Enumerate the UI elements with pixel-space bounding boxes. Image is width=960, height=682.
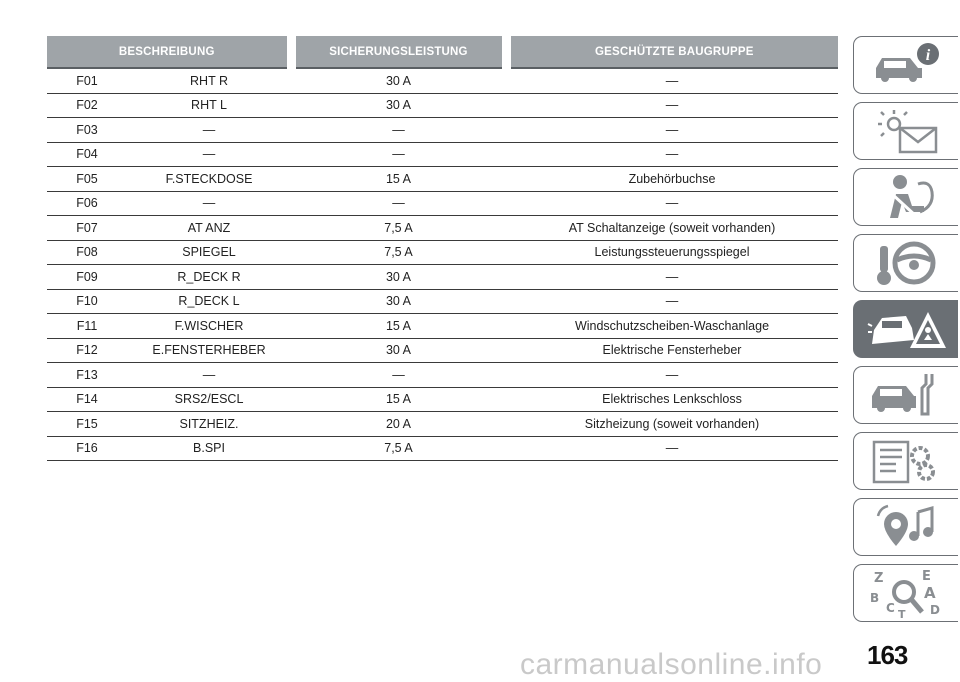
header-beschreibung: BESCHREIBUNG bbox=[47, 36, 291, 68]
fuse-id: F03 bbox=[47, 118, 127, 143]
car-maintenance-icon bbox=[866, 370, 946, 420]
fuse-description: B.SPI bbox=[127, 436, 291, 461]
table-header-row bbox=[47, 36, 838, 68]
tab-safety[interactable] bbox=[853, 168, 958, 226]
table-row bbox=[47, 240, 838, 265]
fuse-rating: 15 A bbox=[291, 314, 506, 339]
fuse-description: RHT R bbox=[127, 68, 291, 93]
fuse-description: R_DECK R bbox=[127, 265, 291, 290]
protected-component: — bbox=[506, 118, 838, 143]
protected-component: Elektrische Fensterheber bbox=[506, 338, 838, 363]
fuse-description: — bbox=[127, 363, 291, 388]
tab-car-info[interactable] bbox=[853, 36, 958, 94]
fuse-rating: 30 A bbox=[291, 68, 506, 93]
fuse-rating: 30 A bbox=[291, 93, 506, 118]
table-row bbox=[47, 387, 838, 412]
fuse-description: RHT L bbox=[127, 93, 291, 118]
fuse-id: F11 bbox=[47, 314, 127, 339]
protected-component: — bbox=[506, 436, 838, 461]
fuse-id: F01 bbox=[47, 68, 127, 93]
fuse-id: F12 bbox=[47, 338, 127, 363]
protected-component: Elektrisches Lenkschloss bbox=[506, 387, 838, 412]
fuse-description: SPIEGEL bbox=[127, 240, 291, 265]
header-sicherungsleistung: SICHERUNGSLEISTUNG bbox=[291, 36, 506, 68]
fuse-rating: — bbox=[291, 142, 506, 167]
svg-text:i: i bbox=[925, 47, 931, 64]
index-letter: E bbox=[922, 569, 931, 584]
fuse-rating: 7,5 A bbox=[291, 240, 506, 265]
key-steering-wheel-icon bbox=[866, 238, 946, 288]
fuse-rating: 15 A bbox=[291, 167, 506, 192]
table-row bbox=[47, 68, 838, 93]
fuse-description: — bbox=[127, 142, 291, 167]
fuse-description: — bbox=[127, 191, 291, 216]
fuse-id: F05 bbox=[47, 167, 127, 192]
index-letter: Z bbox=[874, 571, 884, 586]
table-row bbox=[47, 142, 838, 167]
table-row bbox=[47, 363, 838, 388]
protected-component: — bbox=[506, 289, 838, 314]
fuse-description: F.STECKDOSE bbox=[127, 167, 291, 192]
protected-component: — bbox=[506, 142, 838, 167]
fuse-description: SITZHEIZ. bbox=[127, 412, 291, 437]
protected-component: Zubehörbuchse bbox=[506, 167, 838, 192]
fuse-rating: 7,5 A bbox=[291, 216, 506, 241]
index-letter: D bbox=[930, 603, 940, 617]
table-row bbox=[47, 436, 838, 461]
fuse-rating: — bbox=[291, 191, 506, 216]
table-row bbox=[47, 216, 838, 241]
fuse-id: F14 bbox=[47, 387, 127, 412]
fuse-rating: 30 A bbox=[291, 289, 506, 314]
fuse-id: F07 bbox=[47, 216, 127, 241]
fuse-description: — bbox=[127, 118, 291, 143]
fuse-id: F09 bbox=[47, 265, 127, 290]
tab-index[interactable] bbox=[853, 564, 958, 622]
multimedia-icon bbox=[866, 502, 946, 552]
dashboard-lights-icon bbox=[866, 106, 946, 156]
technical-data-icon bbox=[866, 436, 946, 486]
index-letter: T bbox=[898, 608, 906, 618]
tab-technical-data[interactable] bbox=[853, 432, 958, 490]
table-row bbox=[47, 314, 838, 339]
index-letter: C bbox=[886, 601, 895, 615]
fuse-rating: — bbox=[291, 363, 506, 388]
tab-maintenance[interactable] bbox=[853, 366, 958, 424]
table-row bbox=[47, 265, 838, 290]
tab-dashboard-lights[interactable] bbox=[853, 102, 958, 160]
table-row bbox=[47, 191, 838, 216]
protected-component: — bbox=[506, 93, 838, 118]
fuse-rating: 15 A bbox=[291, 387, 506, 412]
protected-component: Sitzheizung (soweit vorhanden) bbox=[506, 412, 838, 437]
watermark: carmanualsonline.info bbox=[520, 648, 823, 681]
fuse-rating: — bbox=[291, 118, 506, 143]
tab-starting-driving[interactable] bbox=[853, 234, 958, 292]
fuse-id: F02 bbox=[47, 93, 127, 118]
table-row bbox=[47, 167, 838, 192]
tab-multimedia[interactable] bbox=[853, 498, 958, 556]
safety-seat-icon bbox=[866, 172, 946, 222]
car-emergency-icon bbox=[866, 304, 946, 354]
fuse-id: F04 bbox=[47, 142, 127, 167]
fuse-rating: 30 A bbox=[291, 265, 506, 290]
protected-component: — bbox=[506, 191, 838, 216]
protected-component: Leistungssteuerungsspiegel bbox=[506, 240, 838, 265]
protected-component: Windschutzscheiben-Waschanlage bbox=[506, 314, 838, 339]
protected-component: — bbox=[506, 363, 838, 388]
alphabetical-index-icon bbox=[866, 568, 946, 618]
table-row bbox=[47, 118, 838, 143]
car-info-icon bbox=[866, 40, 946, 90]
fuse-rating: 20 A bbox=[291, 412, 506, 437]
table-row bbox=[47, 289, 838, 314]
protected-component: AT Schaltanzeige (soweit vorhanden) bbox=[506, 216, 838, 241]
index-letter: A bbox=[924, 584, 936, 602]
table-row bbox=[47, 412, 838, 437]
fuse-id: F10 bbox=[47, 289, 127, 314]
header-geschuetzte-baugruppe: GESCHÜTZTE BAUGRUPPE bbox=[506, 36, 838, 68]
fuse-description: SRS2/ESCL bbox=[127, 387, 291, 412]
fuse-description: F.WISCHER bbox=[127, 314, 291, 339]
table-row bbox=[47, 338, 838, 363]
fuse-description: AT ANZ bbox=[127, 216, 291, 241]
fuse-description: R_DECK L bbox=[127, 289, 291, 314]
page-number: 163 bbox=[867, 640, 908, 670]
fuse-table bbox=[47, 36, 838, 461]
table-row bbox=[47, 93, 838, 118]
fuse-rating: 7,5 A bbox=[291, 436, 506, 461]
fuse-rating: 30 A bbox=[291, 338, 506, 363]
fuse-id: F13 bbox=[47, 363, 127, 388]
index-letter: B bbox=[870, 591, 880, 605]
protected-component: — bbox=[506, 68, 838, 93]
protected-component: — bbox=[506, 265, 838, 290]
fuse-id: F06 bbox=[47, 191, 127, 216]
fuse-id: F08 bbox=[47, 240, 127, 265]
fuse-id: F16 bbox=[47, 436, 127, 461]
fuse-description: E.FENSTERHEBER bbox=[127, 338, 291, 363]
fuse-id: F15 bbox=[47, 412, 127, 437]
tab-emergency[interactable] bbox=[853, 300, 958, 358]
